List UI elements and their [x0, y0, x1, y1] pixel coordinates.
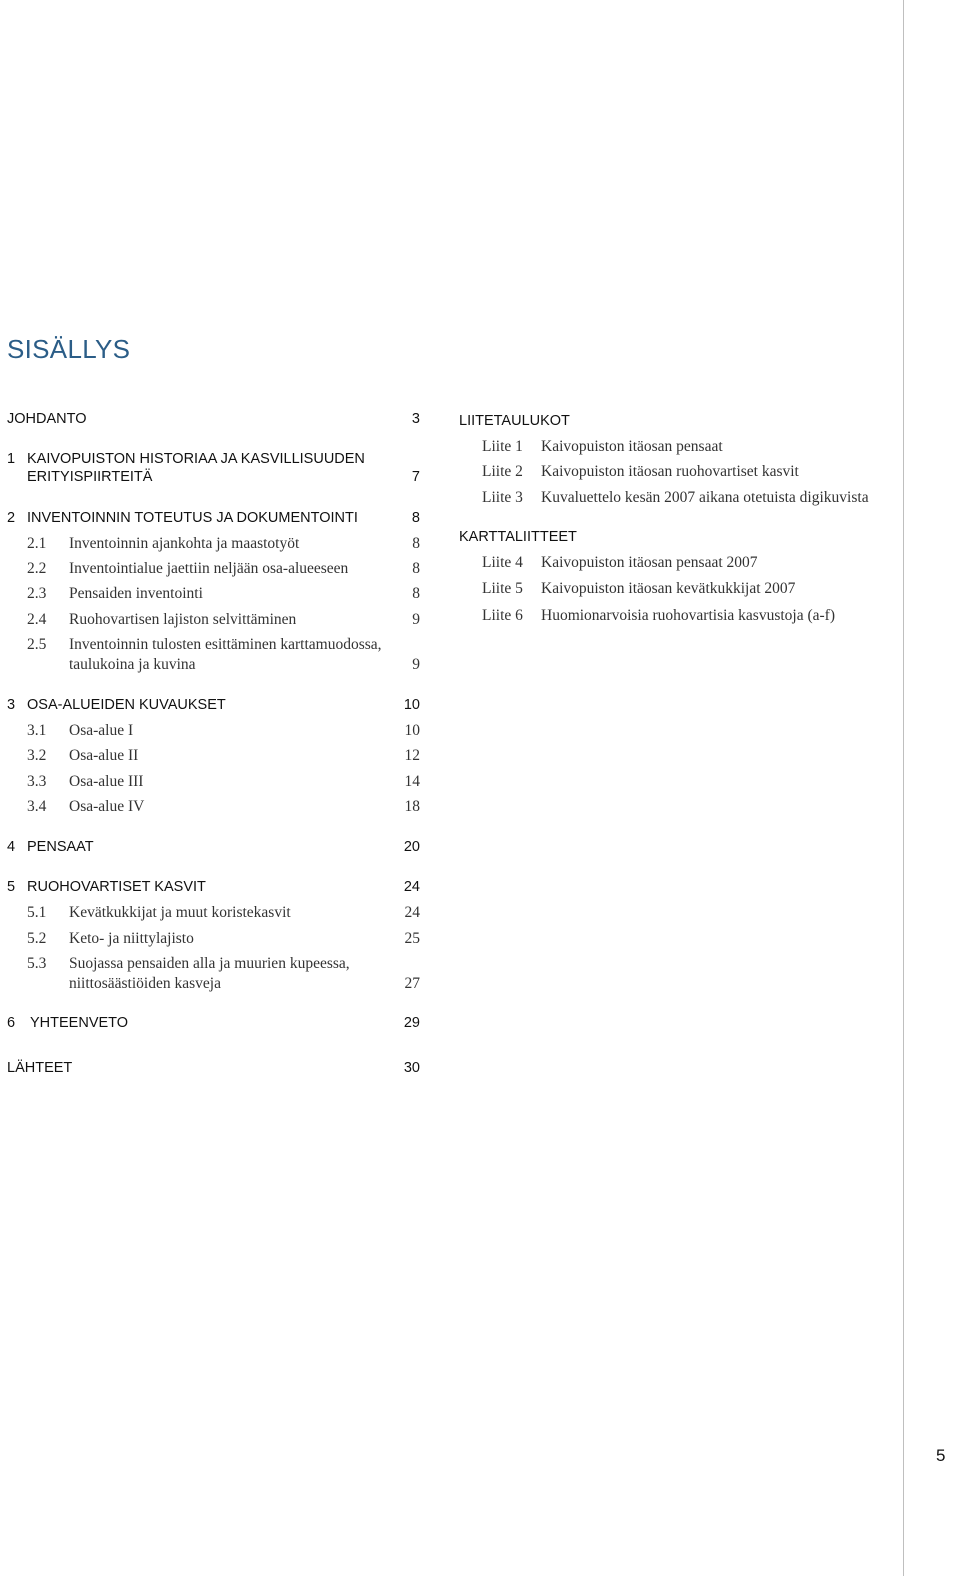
- toc-sub-page: 9: [412, 611, 420, 628]
- toc-sub-title: Osa-alue II: [69, 747, 139, 764]
- appendix-title: Huomionarvoisia ruohovartisia kasvustoja (a-f): [541, 607, 835, 624]
- toc-sub-page: 25: [404, 930, 420, 947]
- toc-sub-num: 5.1: [27, 904, 47, 921]
- toc-sub-title: Osa-alue I: [69, 722, 134, 739]
- toc-ch5-page: 24: [403, 879, 420, 895]
- appendix-num: Liite 3: [482, 489, 523, 506]
- toc-ch3-num: 3: [7, 697, 16, 713]
- toc-sub-num: 3.1: [27, 722, 47, 739]
- appendix-maps-heading: KARTTALIITTEET: [459, 529, 577, 545]
- toc-sub-title: Keto- ja niittylajisto: [69, 930, 194, 947]
- appendix-title: Kuvaluettelo kesän 2007 aikana otetuista digikuvista: [541, 489, 869, 506]
- toc-ch2-page: 8: [411, 510, 420, 526]
- toc-sub-num: 2.4: [27, 611, 47, 628]
- toc-sub-num: 2.5: [27, 636, 47, 653]
- toc-sub-page: 12: [404, 747, 420, 764]
- toc-johdanto-label: JOHDANTO: [7, 411, 87, 427]
- toc-sub-page: 10: [404, 722, 420, 739]
- toc-ch3-title: OSA-ALUEIDEN KUVAUKSET: [27, 697, 226, 713]
- toc-sub-page: 24: [404, 904, 420, 921]
- toc-sub-page: 8: [412, 535, 420, 552]
- page-title: SISÄLLYS: [7, 334, 131, 364]
- toc-sub-page: 8: [412, 560, 420, 577]
- toc-ch1-title-line1: KAIVOPUISTON HISTORIAA JA KASVILLISUUDEN: [27, 451, 365, 467]
- toc-sub-num: 3.3: [27, 773, 47, 790]
- toc-sub-num: 2.1: [27, 535, 47, 552]
- toc-sub-num: 5.3: [27, 955, 47, 972]
- toc-ch2-num: 2: [7, 510, 16, 526]
- toc-ch5-title: RUOHOVARTISET KASVIT: [27, 879, 206, 895]
- appendix-tables-heading: LIITETAULUKOT: [459, 413, 570, 429]
- toc-sub-title: Inventointialue jaettiin neljään osa-alueeseen: [69, 560, 349, 577]
- toc-ch6-num: 6: [7, 1015, 16, 1031]
- page-number: 5: [936, 1446, 946, 1465]
- toc-sub-title: Kevätkukkijat ja muut koristekasvit: [69, 904, 291, 921]
- toc-sub-page: 9: [412, 656, 420, 673]
- toc-ch1-title-line2: ERITYISPIIRTEITÄ: [27, 469, 153, 485]
- toc-sub-num: 2.3: [27, 585, 47, 602]
- toc-ch4-title: PENSAAT: [27, 839, 94, 855]
- appendix-num: Liite 4: [482, 554, 523, 571]
- toc-ch5-num: 5: [7, 879, 16, 895]
- toc-lahteet-label: LÄHTEET: [7, 1060, 73, 1076]
- toc-ch2-title: INVENTOINNIN TOTEUTUS JA DOKUMENTOINTI: [27, 510, 358, 526]
- toc-sub-page: 27: [404, 975, 420, 992]
- toc-ch6-title: YHTEENVETO: [30, 1015, 129, 1031]
- toc-sub-title: Pensaiden inventointi: [69, 585, 203, 602]
- toc-sub-page: 8: [412, 585, 420, 602]
- margin-rule: [903, 0, 904, 1576]
- toc-sub-title: Inventoinnin ajankohta ja maastotyöt: [69, 535, 300, 552]
- appendix-num: Liite 2: [482, 463, 523, 480]
- appendix-title: Kaivopuiston itäosan pensaat 2007: [541, 554, 758, 571]
- toc-sub-title: Osa-alue III: [69, 773, 144, 790]
- appendix-num: Liite 6: [482, 607, 523, 624]
- toc-sub-title-line1: Inventoinnin tulosten esittäminen karttamuodossa,: [69, 636, 382, 653]
- toc-sub-num: 2.2: [27, 560, 47, 577]
- appendix-title: Kaivopuiston itäosan kevätkukkijat 2007: [541, 580, 796, 597]
- toc-sub-title-line2: niittosäästiöiden kasveja: [69, 975, 221, 992]
- toc-sub-page: 14: [404, 773, 420, 790]
- toc-lahteet-page: 30: [403, 1060, 420, 1076]
- toc-sub-num: 3.2: [27, 747, 47, 764]
- appendix-title: Kaivopuiston itäosan ruohovartiset kasvit: [541, 463, 799, 480]
- toc-sub-title: Osa-alue IV: [69, 798, 145, 815]
- toc-ch6-page: 29: [403, 1015, 420, 1031]
- appendix-title: Kaivopuiston itäosan pensaat: [541, 438, 723, 455]
- toc-ch4-page: 20: [403, 839, 420, 855]
- toc-sub-title-line1: Suojassa pensaiden alla ja muurien kupeessa,: [69, 955, 350, 972]
- toc-sub-title: Ruohovartisen lajiston selvittäminen: [69, 611, 297, 628]
- toc-sub-num: 3.4: [27, 798, 47, 815]
- appendix-num: Liite 1: [482, 438, 523, 455]
- toc-ch3-page: 10: [403, 697, 420, 713]
- toc-ch4-num: 4: [7, 839, 16, 855]
- toc-ch1-page: 7: [411, 469, 420, 485]
- appendix-num: Liite 5: [482, 580, 523, 597]
- toc-sub-title-line2: taulukoina ja kuvina: [69, 656, 196, 673]
- toc-ch1-num: 1: [7, 451, 16, 467]
- toc-sub-num: 5.2: [27, 930, 47, 947]
- toc-sub-page: 18: [404, 798, 420, 815]
- toc-johdanto-page: 3: [411, 411, 420, 427]
